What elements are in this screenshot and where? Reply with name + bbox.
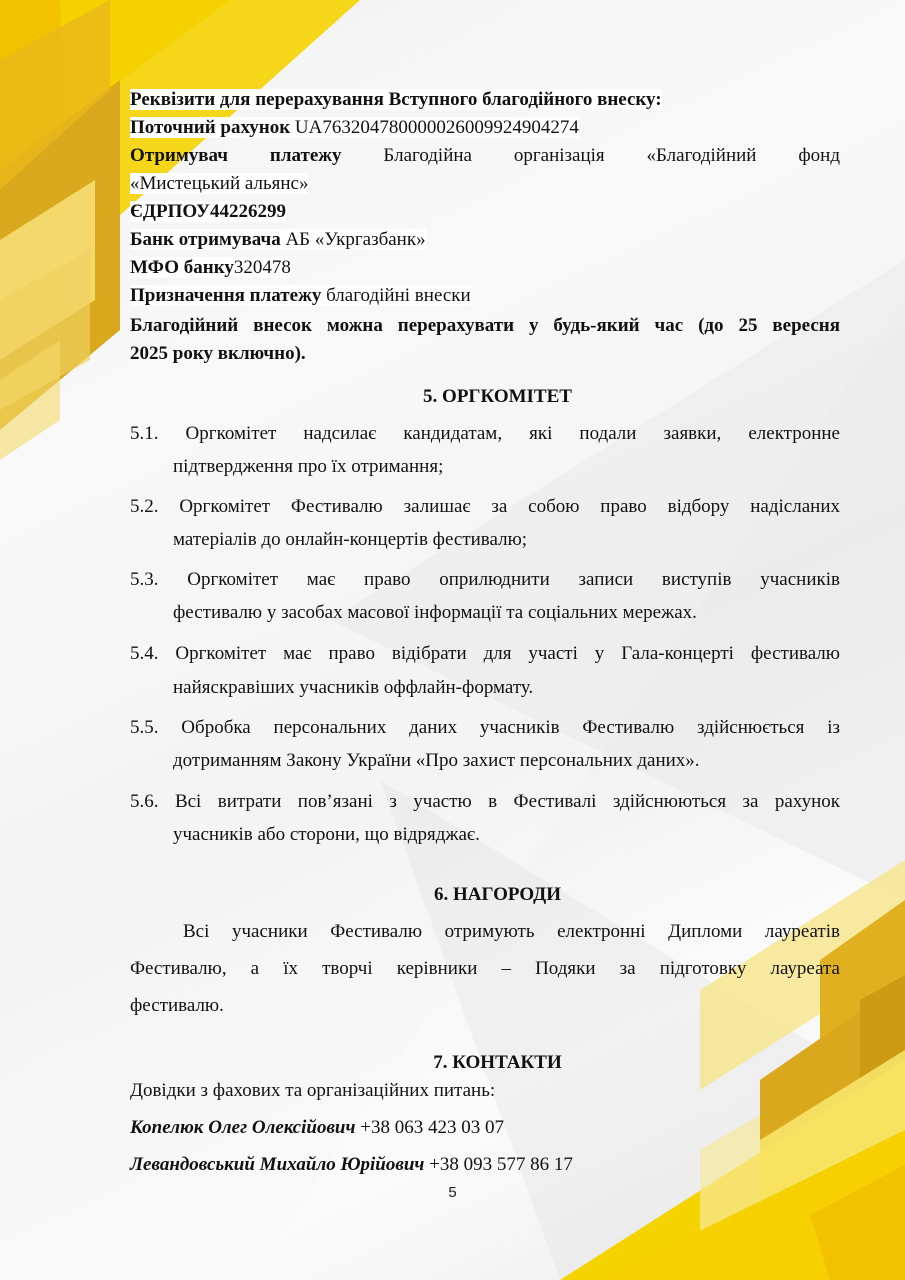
bank-line: [130, 226, 840, 254]
list-item: 5.1. Оргкомітет надсилає кандидатам, які подали заявки, електронне підтвердження про їх отримання;: [130, 423, 840, 477]
list-item: 5.2. Оргкомітет Фестивалю залишає за собою право відбору надісланих матеріалів до онлайн-концертів фестивалю;: [130, 496, 840, 550]
account-label: Поточний рахунок: [130, 117, 291, 138]
list-item: 5.6. Всі витрати пов’язані з участю в Фестивалі здійснюються за рахунок учасників або сторони, що відряджає.: [130, 791, 840, 845]
contact-phone: +38 093 577 86 17: [429, 1154, 573, 1175]
contact-name: Левандовський Михайло Юрійович: [130, 1154, 425, 1175]
deadline-line-1: Благодійний внесок можна перерахувати у будь-який час (до 25 вересня: [130, 315, 840, 336]
purpose-label: Призначення платежу: [130, 285, 322, 306]
section-6-heading: 6. НАГОРОДИ: [433, 884, 562, 905]
list-item: 5.4. Оргкомітет має право відібрати для участі у Гала-концерті фестивалю найяскравіших учасників оффлайн-формату.: [130, 643, 840, 698]
recipient-line: [130, 142, 840, 170]
contact-row: [130, 1151, 840, 1179]
mfo-line: [130, 254, 840, 282]
mfo-label: МФО банку: [130, 257, 234, 278]
contact-phone: +38 063 423 03 07: [360, 1117, 504, 1138]
awards-text-line-2: Фестивалю, а їх творчі керівники – Подяки за підготовку лауреата: [130, 958, 840, 979]
purpose-value: благодійні внески: [326, 285, 471, 306]
awards-text-line-1: Всі учасники Фестивалю отримують електронні Дипломи лауреатів: [183, 921, 840, 942]
contacts-intro: Довідки з фахових та організаційних питань:: [130, 1080, 496, 1101]
account-line: [130, 114, 840, 142]
list-item: 5.3. Оргкомітет має право оприлюднити записи виступів учасників фестивалю у засобах масової інформації та соціальних мережах.: [130, 569, 840, 623]
page-number: 5: [448, 1184, 457, 1201]
edrpou-line: ЄДРПОУ44226299: [130, 201, 286, 222]
contact-name: Копелюк Олег Олексійович: [130, 1117, 356, 1138]
section-7-heading: 7. КОНТАКТИ: [433, 1052, 562, 1073]
list-item: 5.5. Обробка персональних даних учасників Фестивалю здійснюється із дотриманням Закону України «Про захист персональних даних».: [130, 717, 840, 771]
awards-text-line-3: фестивалю.: [130, 995, 224, 1016]
requisites-title: Реквізити для перерахування Вступного благодійного внеску:: [130, 89, 662, 110]
account-value: UA763204780000026009924904274: [294, 117, 579, 138]
purpose-line: [130, 282, 840, 310]
recipient-value: Благодійна організація «Благодійний фонд: [383, 145, 840, 166]
recipient-line-2: «Мистецький альянс»: [130, 173, 309, 194]
mfo-value: 320478: [233, 257, 291, 278]
recipient-label: Отримувач платежу: [130, 145, 342, 166]
deadline-line-2: 2025 року включно).: [130, 343, 306, 364]
bank-value: АБ «Укргазбанк»: [285, 229, 426, 250]
bank-label: Банк отримувача: [130, 229, 281, 250]
contact-row: [130, 1114, 840, 1142]
section-5-heading: 5. ОРГКОМІТЕТ: [423, 386, 572, 407]
